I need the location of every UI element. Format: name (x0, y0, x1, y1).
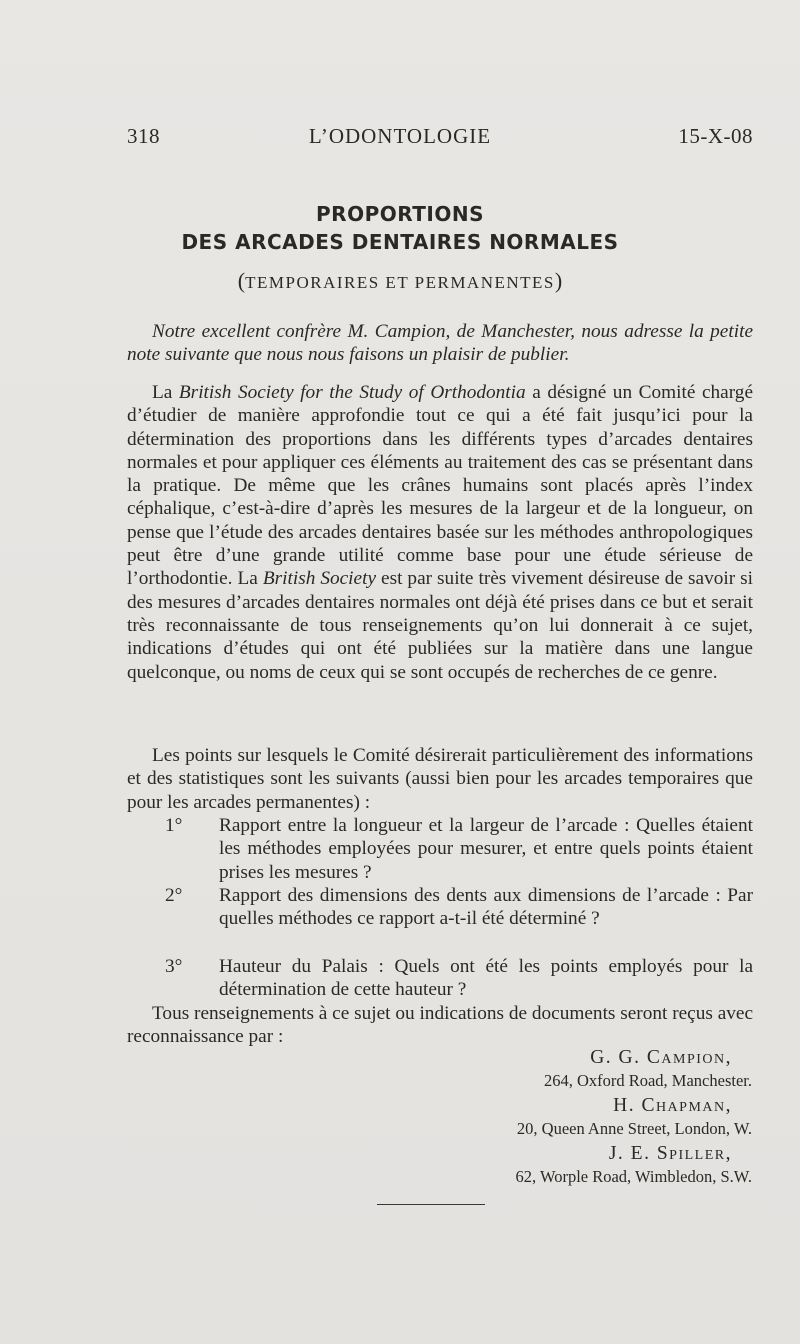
subtitle-text: TEMPORAIRES ET PERMANENTES (245, 273, 555, 292)
page-number: 318 (127, 124, 160, 148)
list-item (165, 884, 753, 931)
item-text: Rapport entre la longueur et la largeur de l’arcade : Quelles étaient les méthodes employées pour mesurer, et entre quels points étaient prises les mesures ? (219, 815, 753, 883)
running-head-journal: L’ODONTOLOGIE (308, 124, 492, 148)
item-text: Rapport des dimensions des dents aux dimensions de l’arcade : Par quelles méthodes ce rapport a-t-il été déterminé ? (219, 885, 753, 930)
item-number: 1° (165, 815, 183, 836)
signatory-name: H. Chapman, (613, 1095, 732, 1116)
list-item (165, 814, 753, 884)
article-title-line2: DES ARCADES DENTAIRES NORMALES (181, 230, 619, 254)
para1-end: est par suite très vivement désireuse de savoir si des mesures d’arcades dentaires normales ont déjà été prises dans ce but et serait très reconnaissante de tous renseignements qu’on lui donnerait à ce sujet, indications d’études qui ont été publiées sur la matière dans une langue quelconque, ou noms de ceux qui se sont occupés de recherches de ce genre. (127, 568, 753, 683)
society-name-short: British Society (262, 568, 377, 590)
article-title-line1: PROPORTIONS (316, 202, 484, 226)
item-number: 3° (165, 956, 183, 977)
signatory (517, 1094, 752, 1140)
paragraph-points: Les points sur lesquels le Comité désirerait particulièrement des informations et des statistiques sont les suivants (aussi bien pour les arcades temporaires que pour les arcades permanentes) : (127, 745, 753, 813)
article-subtitle: (TEMPORAIRES ET PERMANENTES) (237, 268, 563, 293)
paragraph-committee (127, 381, 753, 684)
item-number: 2° (165, 885, 183, 906)
editorial-intro: Notre excellent confrère M. Campion, de Manchester, nous adresse la petite note suivante que nous nous faisons un plaisir de publier. (127, 321, 753, 366)
para1-mid: a désigné un Comité chargé d’étudier de manière approfondie tout ce qui a été fait jusqu’ici pour la détermination des proportions dans les différents types d’arcades dentaires normales et pour appliquer ces éléments au traitement des cas se présentant dans la pratique. De même que les crânes humains sont placés après l’index céphalique, c’est-à-dire d’après les mesures de la largeur et de la longueur, on pense que l’étude des arcades dentaires basée sur les méthodes anthropologiques peut être d’une grande utilité comme base pour une étude sérieuse de l’orthodontie. La (127, 382, 754, 590)
society-name-full: British Society for the Study of Orthodontia (178, 382, 526, 403)
signatory-address: 264, Oxford Road, Manchester. (543, 1071, 752, 1090)
signatory-address: 20, Queen Anne Street, London, W. (516, 1119, 752, 1138)
para1-start: La (152, 382, 179, 403)
running-head-date: 15-X-08 (678, 124, 753, 148)
signatory-address: 62, Worple Road, Wimbledon, S.W. (515, 1167, 752, 1186)
signatory (544, 1046, 752, 1092)
signatory-name: J. E. Spiller, (608, 1143, 732, 1164)
list-item (165, 955, 753, 1002)
signatory-name: G. G. Campion, (590, 1047, 732, 1068)
end-rule (377, 1204, 485, 1205)
item-text: Hauteur du Palais : Quels ont été les points employés pour la détermination de cette hauteur ? (219, 956, 753, 1001)
closing-paragraph: Tous renseignements à ce sujet ou indications de documents seront reçus avec reconnaissance par : (127, 1003, 754, 1048)
signatory (516, 1142, 753, 1188)
